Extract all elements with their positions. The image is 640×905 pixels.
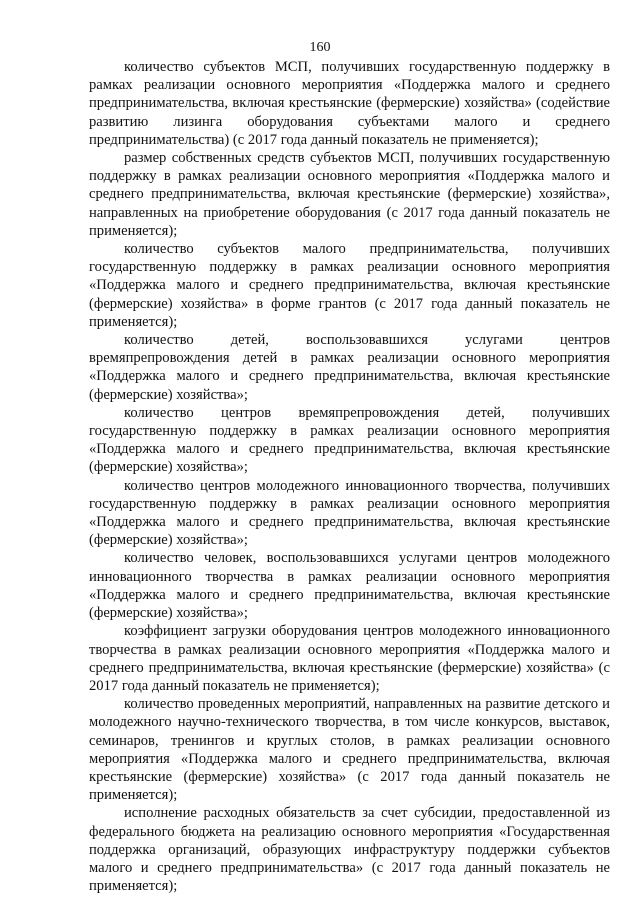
paragraph: коэффициент загрузки оборудования центров молодежного инновационного творчества в рамках реализации основного мероприятия «Поддержка малого и среднего предпринимательства, включая крестьянские (фермерские) хозяйства» (с 2017 года данный показатель не применяется); [89, 623, 610, 694]
document-body [89, 58, 610, 895]
paragraph: размер собственных средств субъектов МСП, получивших государственную поддержку в рамках реализации основного мероприятия «Поддержка малого и среднего предпринимательства, включая крестьянские (фермерские) хозяйства», направленных на приобретение оборудования (с 2017 года данный показатель не применяется); [89, 150, 610, 239]
paragraph: количество субъектов МСП, получивших государственную поддержку в рамках реализации основного мероприятия «Поддержка малого и среднего предпринимательства, включая крестьянские (фермерские) хозяйства» (содействие развитию лизинга оборудования субъектами малого и среднего предпринимательства) (с 2017 года данный показатель не применяется); [89, 59, 610, 148]
paragraph: количество центров молодежного инновационного творчества, получивших государственную поддержку в рамках реализации основного мероприятия «Поддержка малого и среднего предпринимательства, включая крестьянские (фермерские) хозяйства»; [89, 477, 610, 549]
paragraph: количество субъектов малого предпринимательства, получивших государственную поддержку в рамках реализации основного мероприятия «Поддержка малого и среднего предпринимательства, включая крестьянские (фермерские) хозяйства» в форме грантов (с 2017 года данный показатель не применяется); [89, 241, 610, 330]
paragraph: количество проведенных мероприятий, направленных на развитие детского и молодежного научно-технического творчества, в том числе конкурсов, выставок, семинаров, тренингов и круглых столов, в рамках реализации основного мероприятия «Поддержка малого и среднего предпринимательства, включая крестьянские (фермерские) хозяйства» (с 2017 года данный показатель не применяется); [89, 696, 610, 804]
page-number: 160 [309, 40, 331, 55]
paragraph: исполнение расходных обязательств за счет субсидии, предоставленной из федерального бюджета на реализацию основного мероприятия «Государственная поддержка организаций, образующих инфраструктуру поддержки субъектов малого и среднего предпринимательства» (с 2017 года данный показатель не применяется); [89, 805, 610, 895]
paragraph: количество детей, воспользовавшихся услугами центров времяпрепровождения детей в рамках реализации основного мероприятия «Поддержка малого и среднего предпринимательства, включая крестьянские (фермерские) хозяйства»; [89, 332, 610, 403]
paragraph: количество человек, воспользовавшихся услугами центров молодежного инновационного творчества в рамках реализации основного мероприятия «Поддержка малого и среднего предпринимательства, включая крестьянские (фермерские) хозяйства»; [89, 550, 610, 622]
paragraph: количество центров времяпрепровождения детей, получивших государственную поддержку в рамках реализации основного мероприятия «Поддержка малого и среднего предпринимательства, включая крестьянские (фермерские) хозяйства»; [89, 404, 610, 476]
